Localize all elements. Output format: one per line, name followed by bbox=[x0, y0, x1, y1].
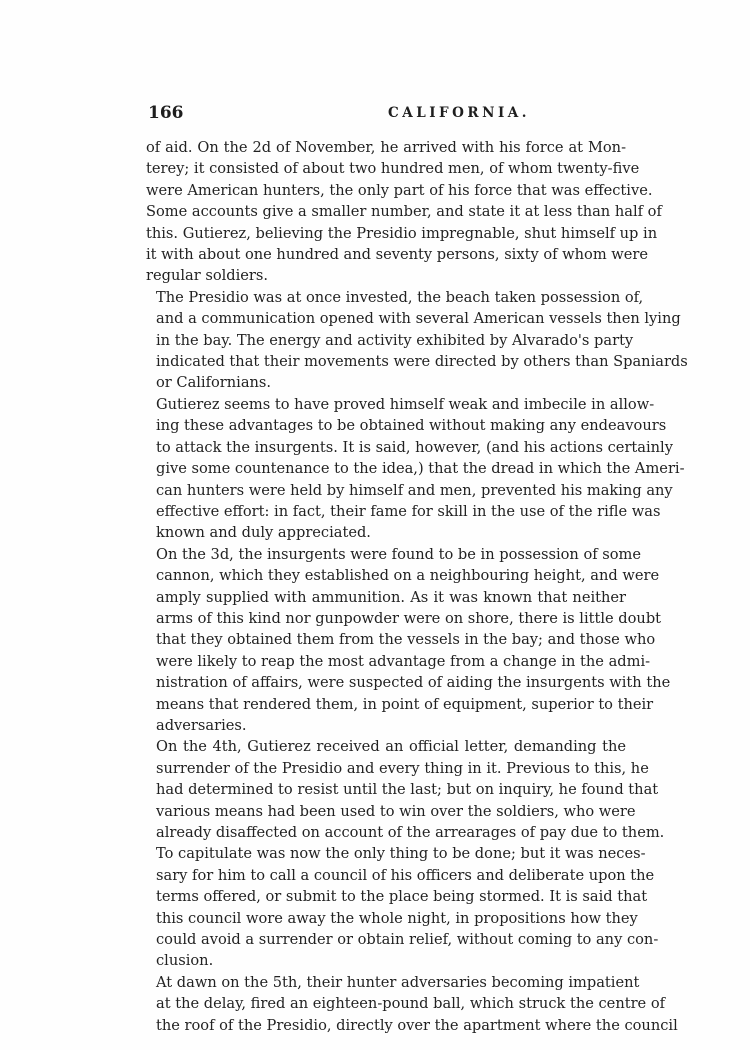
text-line: the roof of the Presidio, directly over the apartment where the council bbox=[156, 1016, 678, 1034]
running-head: CALIFORNIA. bbox=[388, 105, 530, 121]
text-line: that they obtained them from the vessels in the bay; and those who bbox=[156, 631, 656, 649]
text-line: at the delay, fired an eighteen-pound ball, which struck the centre of bbox=[156, 995, 666, 1013]
text-line: this council wore away the whole night, in propositions how they bbox=[156, 909, 638, 927]
text-line: cannon, which they established on a neighbouring height, and were bbox=[156, 567, 660, 585]
text-line: were likely to reap the most advantage from a change in the admi- bbox=[156, 652, 651, 670]
text-line: various means had been used to win over the soldiers, who were bbox=[156, 802, 636, 820]
text-line: regular soldiers. bbox=[146, 267, 269, 285]
text-line: and a communication opened with several American vessels then lying bbox=[156, 310, 681, 328]
text-line: give some countenance to the idea,) that the dread in which the Ameri- bbox=[156, 460, 685, 478]
text-line: amply supplied with ammunition. As it was known that neither bbox=[156, 588, 626, 606]
text-line: clusion. bbox=[156, 952, 214, 970]
text-line: effective effort: in fact, their fame for skill in the use of the rifle was bbox=[156, 502, 661, 520]
text-line: On the 3d, the insurgents were found to be in possession of some bbox=[156, 545, 642, 563]
text-line: The Presidio was at once invested, the beach taken possession of, bbox=[156, 288, 644, 306]
text-line: arms of this kind nor gunpowder were on shore, there is little doubt bbox=[156, 609, 662, 627]
text-line: this. Gutierez, believing the Presidio impregnable, shut himself up in bbox=[146, 224, 658, 242]
text-line: were American hunters, the only part of his force that was effective. bbox=[146, 181, 653, 199]
text-line: Some accounts give a smaller number, and state it at less than half of bbox=[146, 203, 662, 221]
text-line: On the 4th, Gutierez received an official letter, demanding the bbox=[156, 738, 626, 756]
text-line: To capitulate was now the only thing to be done; but it was neces- bbox=[156, 845, 646, 863]
paragraph bbox=[146, 544, 671, 737]
text-line: to attack the insurgents. It is said, however, (and his actions certainly bbox=[156, 438, 673, 456]
text-line: At dawn on the 5th, their hunter adversaries becoming impatient bbox=[156, 973, 640, 991]
text-line: adversaries. bbox=[156, 716, 247, 734]
paragraph bbox=[146, 394, 685, 544]
page-header bbox=[148, 103, 630, 127]
text-line: can hunters were held by himself and men, prevented his making any bbox=[156, 481, 673, 499]
paragraph bbox=[146, 972, 678, 1036]
page-number: 166 bbox=[148, 103, 184, 123]
paragraph bbox=[146, 287, 688, 394]
text-line: Gutierez seems to have proved himself weak and imbecile in allow- bbox=[156, 395, 655, 413]
text-line: sary for him to call a council of his officers and deliberate upon the bbox=[156, 866, 655, 884]
text-line: could avoid a surrender or obtain relief, without coming to any con- bbox=[156, 931, 659, 949]
paragraph bbox=[146, 137, 662, 287]
body-text bbox=[146, 137, 688, 1036]
text-line: already disaffected on account of the arrearages of pay due to them. bbox=[156, 824, 665, 841]
text-line: of aid. On the 2d of November, he arrived with his force at Mon- bbox=[146, 139, 626, 156]
text-line: had determined to resist until the last; but on inquiry, he found that bbox=[156, 781, 659, 799]
text-line: indicated that their movements were directed by others than Spaniards bbox=[156, 353, 688, 371]
text-line: in the bay. The energy and activity exhibited by Alvarado's party bbox=[156, 331, 634, 349]
text-line: or Californians. bbox=[156, 374, 272, 392]
text-line: it with about one hundred and seventy persons, sixty of whom were bbox=[146, 246, 649, 264]
text-line: surrender of the Presidio and every thing in it. Previous to this, he bbox=[156, 759, 649, 777]
paragraph bbox=[146, 736, 665, 971]
text-line: nistration of affairs, were suspected of aiding the insurgents with the bbox=[156, 674, 671, 692]
text-line: ing these advantages to be obtained without making any endeavours bbox=[156, 417, 667, 435]
text-line: means that rendered them, in point of equipment, superior to their bbox=[156, 695, 654, 713]
text-line: terey; it consisted of about two hundred men, of whom twenty-five bbox=[146, 160, 640, 178]
text-line: terms offered, or submit to the place being stormed. It is said that bbox=[156, 888, 648, 906]
text-line: known and duly appreciated. bbox=[156, 524, 371, 542]
